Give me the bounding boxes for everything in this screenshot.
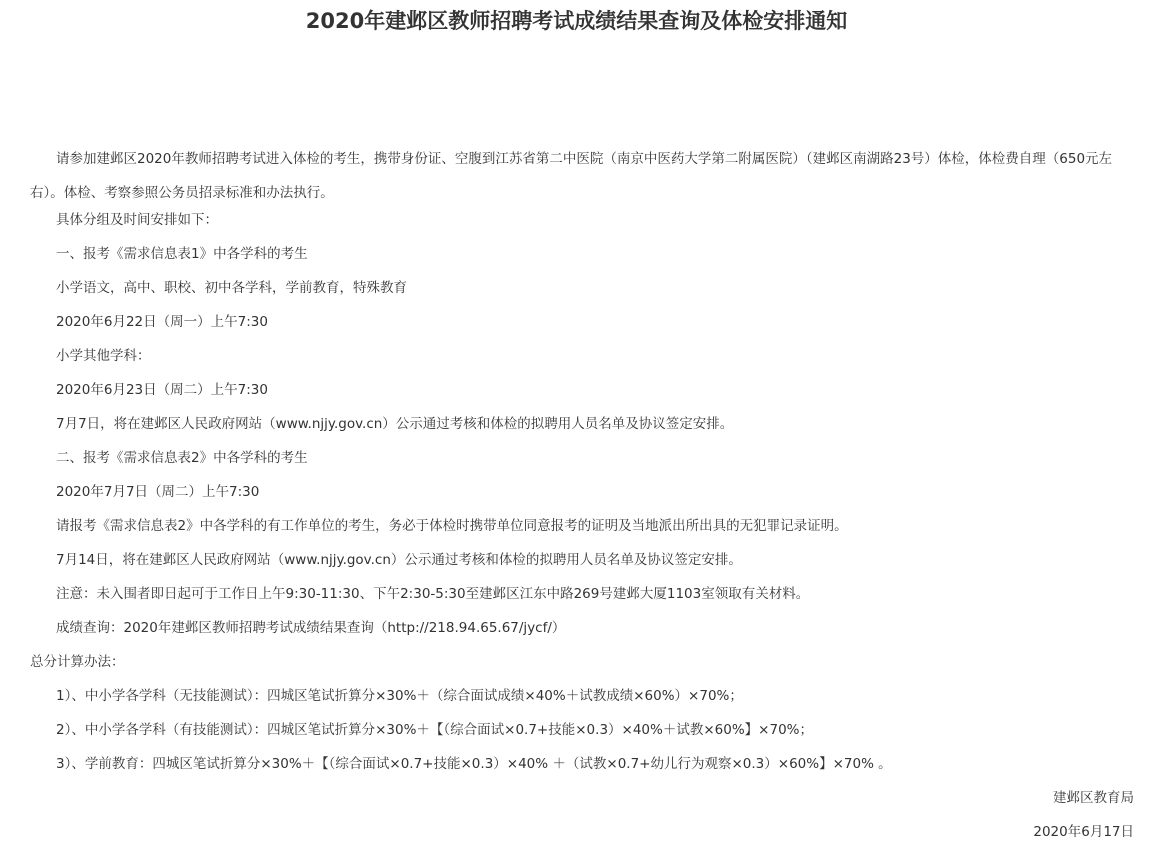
group1-subjects-a: 小学语文，高中、职校、初中各学科，学前教育，特殊教育: [56, 280, 407, 296]
intro-paragraph: 请参加建邺区2020年教师招聘考试进入体检的考生，携带身份证、空腹到江苏省第二中医院（南京中医药大学第二附属医院）（建邺区南湖路23号）体检，体检费自理（650元左右）。体检、考察参照公务员招录标准和办法执行。: [30, 151, 1113, 201]
group1-heading: 一、报考《需求信息表1》中各学科的考生: [56, 246, 308, 262]
page-title: 2020年建邺区教师招聘考试成绩结果查询及体检安排通知: [305, 9, 848, 33]
schedule-heading: 具体分组及时间安排如下：: [56, 212, 218, 228]
score-query-link[interactable]: 成绩查询：2020年建邺区教师招聘考试成绩结果查询（http://218.94.65.67/jycf/）: [56, 620, 566, 636]
group2-publicity: 7月14日，将在建邺区人民政府网站（www.njjy.gov.cn）公示通过考核和体检的拟聘用人员名单及协议签定安排。: [56, 552, 742, 568]
group2-requirement: 请报考《需求信息表2》中各学科的有工作单位的考生，务必于体检时携带单位同意报考的证明及当地派出所出具的无犯罪记录证明。: [56, 518, 848, 534]
formula-heading: 总分计算办法：: [30, 654, 125, 670]
formula-item-2: 2）、中小学各学科（有技能测试）：四城区笔试折算分×30%＋【（综合面试×0.7+技能×0.3）×40%＋试教×60%】×70%；: [56, 722, 813, 738]
formula-item-1: 1）、中小学各学科（无技能测试）：四城区笔试折算分×30%＋（综合面试成绩×40%＋试教成绩×60%）×70%；: [56, 688, 743, 704]
note-paragraph: 注意：未入围者即日起可于工作日上午9:30-11:30、下午2:30-5:30至建邺区江东中路269号建邺大厦1103室领取有关材料。: [56, 586, 810, 602]
group1-publicity: 7月7日，将在建邺区人民政府网站（www.njjy.gov.cn）公示通过考核和体检的拟聘用人员名单及协议签定安排。: [56, 416, 734, 432]
formula-item-3: 3）、学前教育：四城区笔试折算分×30%＋【（综合面试×0.7+技能×0.3）×40% ＋（试教×0.7+幼儿行为观察×0.3）×60%】×70% 。: [56, 756, 892, 772]
group1-time-b: 2020年6月23日（周二）上午7:30: [56, 382, 268, 398]
group2-time: 2020年7月7日（周二）上午7:30: [56, 484, 260, 500]
issuer-signature: 建邺区教育局: [1053, 790, 1134, 806]
group1-time-a: 2020年6月22日（周一）上午7:30: [56, 314, 268, 330]
group1-subjects-b: 小学其他学科：: [56, 348, 151, 364]
issue-date: 2020年6月17日: [1033, 824, 1134, 840]
group2-heading: 二、报考《需求信息表2》中各学科的考生: [56, 450, 308, 466]
